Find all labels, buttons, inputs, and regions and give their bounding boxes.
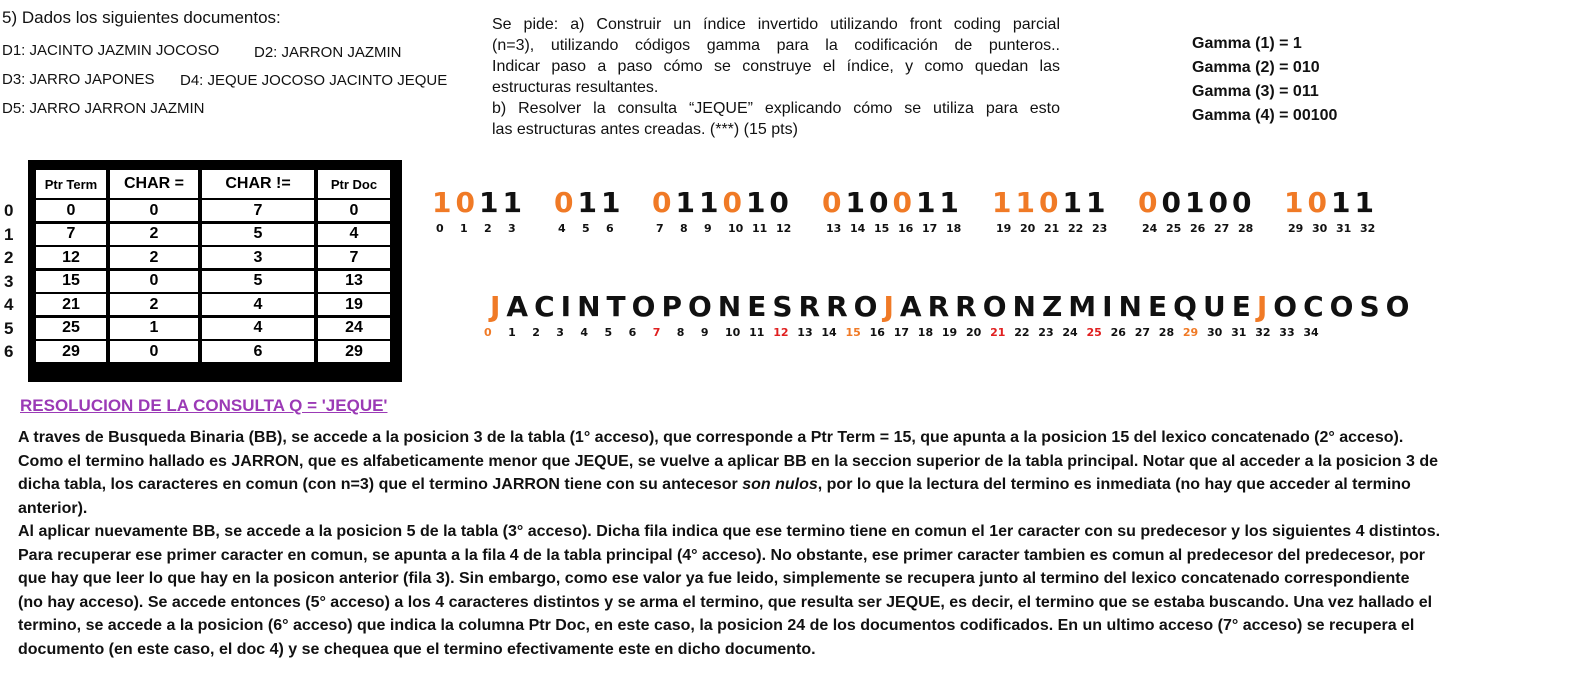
table-cell: 5 xyxy=(202,224,314,245)
resolution-line: termino, se accede a la posicion (6° acceso) que indica la columna Ptr Doc, en este caso, la posicion 24 de los documentos codificados. En un ultimo acceso (7° acceso) se recupera el xyxy=(18,617,1415,634)
lexicon-position-label: 30 xyxy=(1207,326,1223,339)
resolution-line: (no hay acceso). Se accede entonces (5° acceso) a los 4 caracteres distintos y se arma el termino, que resulta ser JEQUE, es decir, el termino que se estaba buscando. Una vez hallado el xyxy=(18,593,1433,611)
bit-position-label: 14 xyxy=(850,222,866,235)
question-line: Indicar paso a paso cómo se construye el índice, y como quedan las xyxy=(492,58,1060,75)
bit-position-label: 18 xyxy=(946,222,962,235)
lexicon-position-label: 2 xyxy=(532,326,540,339)
bit: 1 xyxy=(1015,186,1039,219)
lexicon-position-label: 31 xyxy=(1231,326,1247,339)
lexicon-position-label: 34 xyxy=(1303,326,1319,339)
table-cell: 2 xyxy=(110,294,198,315)
bit-position-label: 16 xyxy=(898,222,914,235)
lexicon-letter: I xyxy=(560,290,578,323)
bit-position-label: 2 xyxy=(484,222,492,235)
bit-position-label: 10 xyxy=(728,222,744,235)
lexicon-letter: C xyxy=(1303,290,1330,323)
table-cell: 12 xyxy=(36,247,106,268)
bit-position-label: 0 xyxy=(436,222,444,235)
lexicon-position-label: 25 xyxy=(1086,326,1102,339)
bit: 0 xyxy=(554,186,578,219)
lexicon-position-label: 28 xyxy=(1158,326,1175,339)
lexicon-letter: E xyxy=(747,290,773,323)
question-line: las estructuras antes creadas. (***) (15 pts) xyxy=(492,121,798,138)
bit-position-label: 4 xyxy=(558,222,566,235)
lexicon-position-label: 0 xyxy=(484,326,492,339)
bit: 0 xyxy=(1231,186,1256,219)
lexicon-position-label: 3 xyxy=(556,326,564,339)
lexicon-position-label: 6 xyxy=(628,326,637,339)
lexicon-position-label: 9 xyxy=(700,326,709,339)
bit: 1 xyxy=(992,186,1016,219)
question-statement xyxy=(492,14,1060,140)
document-d1: D1: JACINTO JAZMIN JOCOSO xyxy=(2,42,220,59)
row-index: 3 xyxy=(4,271,14,291)
lexicon-position-label: 17 xyxy=(893,326,909,339)
bit: 0 xyxy=(1208,186,1232,219)
bit: 1 xyxy=(915,186,940,219)
lexicon-letter: O xyxy=(853,290,884,323)
bit-group xyxy=(432,186,526,219)
lexicon-letter: E xyxy=(1231,290,1257,323)
bit-position-label: 17 xyxy=(922,222,938,235)
row-index: 6 xyxy=(4,342,14,361)
bit: 1 xyxy=(577,186,601,219)
bit-position-label: 19 xyxy=(996,222,1012,235)
lexicon-letter: M xyxy=(1068,290,1103,323)
bit: 1 xyxy=(1062,186,1086,219)
row-index: 5 xyxy=(4,318,14,338)
lexicon-position-label: 21 xyxy=(990,326,1006,339)
bit: 1 xyxy=(845,186,869,219)
resolution-text: , por lo que la lectura del termino es inmediata (no hay que acceder al termino xyxy=(817,476,1411,493)
document-d5: D5: JARRO JARRON JAZMIN xyxy=(2,100,205,117)
lexicon-letter: S xyxy=(772,290,799,323)
document-d4: D4: JEQUE JOCOSO JACINTO JEQUE xyxy=(180,72,448,89)
bit: 0 xyxy=(1138,186,1162,219)
lexicon-letter: N xyxy=(1012,290,1042,323)
resolution-text: dicha tabla, los caracteres en comun (con n=3) que el termino JARRON tiene con su antecesor xyxy=(18,476,743,493)
lexicon-position-label: 4 xyxy=(580,326,589,339)
bit-position-label: 22 xyxy=(1068,222,1084,235)
bit: 1 xyxy=(1085,186,1110,219)
lexicon-position-label: 24 xyxy=(1062,326,1078,339)
bit-position-label: 25 xyxy=(1166,222,1182,235)
bit-position-label: 5 xyxy=(582,222,590,235)
bit: 0 xyxy=(822,186,846,219)
table-cell: 4 xyxy=(202,318,314,339)
table-cell: 13 xyxy=(318,271,390,292)
resolution-line: que hay que leer lo que hay en la posicon anterior (fila 3). Sin embargo, como ese valor ya fue leido, simplemente se recupera junto al termino del lexico concatenado correspondiente xyxy=(18,570,1410,587)
lexicon-position-label: 12 xyxy=(773,326,789,339)
table-cell: 7 xyxy=(202,200,314,221)
bit: 1 xyxy=(939,186,963,219)
bit: 1 xyxy=(1284,186,1308,219)
lexicon-letter: A xyxy=(899,290,928,323)
gamma-code: Gamma (3) = 011 xyxy=(1192,83,1319,100)
row-index: 1 xyxy=(4,224,14,244)
lexicon-letter: J xyxy=(1256,290,1274,323)
bit-group xyxy=(822,186,963,219)
lexicon-position-label: 26 xyxy=(1110,326,1126,339)
bit-position-label: 29 xyxy=(1288,222,1304,235)
table-cell: 0 xyxy=(110,200,198,221)
bit-group xyxy=(1138,186,1255,219)
resolution-line xyxy=(18,473,1568,497)
table-header: CHAR != xyxy=(202,170,314,198)
table-cell: 4 xyxy=(318,224,390,245)
table-cell: 29 xyxy=(36,341,106,362)
bit-group xyxy=(554,186,624,219)
bit: 1 xyxy=(502,186,526,219)
table-cell: 5 xyxy=(202,271,314,292)
table-cell: 2 xyxy=(110,247,198,268)
gamma-codes-list xyxy=(1192,32,1337,128)
lexicon-letter: O xyxy=(982,290,1013,323)
bit-position-label: 26 xyxy=(1190,222,1206,235)
table-cell: 21 xyxy=(36,294,106,315)
lexicon-letter: O xyxy=(687,290,718,323)
table-cell: 1 xyxy=(110,318,198,339)
question-line: estructuras resultantes. xyxy=(492,79,659,96)
bit-position-label: 27 xyxy=(1214,222,1230,235)
lexicon-position-label: 7 xyxy=(652,326,661,339)
table-cell: 0 xyxy=(110,341,198,362)
lexicon-letter: Q xyxy=(1173,290,1203,323)
bit: 1 xyxy=(1354,186,1378,219)
bit: 0 xyxy=(769,186,793,219)
bit-position-label: 23 xyxy=(1092,222,1108,235)
table-cell: 7 xyxy=(36,224,106,245)
bit-group xyxy=(992,186,1109,219)
problem-title: 5) Dados los siguientes documentos: xyxy=(2,8,281,27)
bit-position-label: 7 xyxy=(656,222,664,235)
lexicon-letter: J xyxy=(490,290,507,323)
resolution-line: Como el termino hallado es JARRON, que es alfabeticamente menor que JEQUE, se vuelve a aplicar BB en la seccion superior de la tabla principal. Notar que al acceder a la posicion 3 de xyxy=(18,452,1439,470)
lexicon-letter: P xyxy=(661,290,688,323)
lexicon-position-label: 15 xyxy=(845,326,861,339)
bit-position-label: 30 xyxy=(1312,222,1328,235)
table-cell: 6 xyxy=(202,341,314,362)
table-cell: 24 xyxy=(318,318,390,339)
bit-position-label: 28 xyxy=(1238,222,1254,235)
bit-position-label: 11 xyxy=(752,222,768,235)
lexicon-position-label: 1 xyxy=(508,326,516,339)
resolution-title: RESOLUCION DE LA CONSULTA Q = 'JEQUE' xyxy=(20,396,388,415)
bit: 1 xyxy=(1330,186,1355,219)
bit-position-label: 9 xyxy=(704,222,712,235)
bit: 0 xyxy=(1307,186,1331,219)
concatenated-lexicon xyxy=(490,290,1415,323)
bit-position-label: 31 xyxy=(1336,222,1352,235)
bit: 0 xyxy=(1038,186,1063,219)
table-cell: 25 xyxy=(36,318,106,339)
bit: 1 xyxy=(432,186,456,219)
bit: 1 xyxy=(478,186,503,219)
bit-position-label: 20 xyxy=(1020,222,1036,235)
lexicon-position-label: 22 xyxy=(1014,326,1030,339)
gamma-code: Gamma (1) = 1 xyxy=(1192,35,1302,52)
table-cell: 4 xyxy=(202,294,314,315)
table-cell: 0 xyxy=(318,200,390,221)
lexicon-position-label: 18 xyxy=(917,326,934,339)
bit-position-label: 1 xyxy=(460,222,468,235)
lexicon-letter: R xyxy=(955,290,983,323)
lexicon-position-label: 5 xyxy=(604,326,613,339)
lexicon-letter: R xyxy=(826,290,854,323)
bit-position-label: 3 xyxy=(508,222,516,235)
lexicon-position-label: 16 xyxy=(869,326,885,339)
question-line: Se pide: a) Construir un índice invertido utilizando front coding parcial xyxy=(492,16,1060,33)
bit: 1 xyxy=(600,186,625,219)
main-index-table xyxy=(28,160,402,382)
document-d3: D3: JARRO JAPONES xyxy=(2,71,155,88)
row-index: 0 xyxy=(4,201,14,220)
bit: 1 xyxy=(745,186,770,219)
lexicon-position-label: 32 xyxy=(1255,326,1271,339)
lexicon-letter: U xyxy=(1202,290,1232,323)
lexicon-letter: R xyxy=(798,290,827,323)
table-cell: 3 xyxy=(202,247,314,268)
lexicon-letter: N xyxy=(717,290,748,323)
lexicon-letter: I xyxy=(1102,290,1119,323)
bit: 0 xyxy=(455,186,479,219)
lexicon-letter: J xyxy=(883,290,900,323)
bit-position-label: 15 xyxy=(874,222,890,235)
resolution-emphasis: son nulos xyxy=(742,476,818,493)
resolution-body xyxy=(18,426,1568,661)
lexicon-letter: S xyxy=(1359,290,1386,323)
bit-position-label: 24 xyxy=(1142,222,1158,235)
bit: 0 xyxy=(892,186,916,219)
lexicon-letter: O xyxy=(631,290,662,323)
bit: 0 xyxy=(1161,186,1185,219)
table-cell: 15 xyxy=(36,271,106,292)
lexicon-letter: O xyxy=(1385,290,1416,323)
bit-position-label: 8 xyxy=(680,222,688,235)
question-line: b) Resolver la consulta “JEQUE” explicando cómo se utiliza para esto xyxy=(492,100,1060,117)
lexicon-letter: A xyxy=(506,290,535,323)
bit-position-label: 6 xyxy=(606,222,614,235)
table-header: CHAR = xyxy=(110,170,198,198)
lexicon-letter: N xyxy=(577,290,607,323)
lexicon-position-label: 8 xyxy=(676,326,685,339)
lexicon-position-label: 23 xyxy=(1038,326,1054,339)
lexicon-letter: O xyxy=(1273,290,1304,323)
lexicon-position-label: 19 xyxy=(941,326,958,339)
bit-position-label: 21 xyxy=(1044,222,1060,235)
lexicon-letter: N xyxy=(1118,290,1148,323)
table-cell: 0 xyxy=(110,271,198,292)
resolution-line: Para recuperar ese primer caracter en comun, se apunta a la fila 4 de la tabla principal (4° acceso). No obstante, ese primer caracter tambien es comun al predecesor del predecesor, por xyxy=(18,546,1425,564)
table-cell: 19 xyxy=(318,294,390,315)
table-cell: 7 xyxy=(318,247,390,268)
lexicon-letter: E xyxy=(1147,290,1174,323)
bit-group xyxy=(652,186,793,219)
bit: 1 xyxy=(675,186,699,219)
resolution-line: documento (en este caso, el doc 4) y se chequea que el termino efectivamente este en dicho documento. xyxy=(18,640,816,658)
lexicon-position-label: 29 xyxy=(1182,326,1199,339)
bit-position-label: 12 xyxy=(776,222,792,235)
lexicon-position-label: 27 xyxy=(1134,326,1150,339)
lexicon-position-label: 11 xyxy=(749,326,765,339)
lexicon-position-label: 33 xyxy=(1279,326,1295,339)
document-d2: D2: JARRON JAZMIN xyxy=(254,44,402,61)
bit: 0 xyxy=(722,186,746,219)
table-cell: 0 xyxy=(36,200,106,221)
resolution-line: anterior). xyxy=(18,499,88,517)
table-header: Ptr Term xyxy=(36,170,106,198)
resolution-line: Al aplicar nuevamente BB, se accede a la posicion 5 de la tabla (3° acceso). Dicha fila indica que ese termino tiene en comun el 1er caracter con su predecesor y los siguientes 4 distintos. xyxy=(18,523,1441,540)
gamma-code: Gamma (4) = 00100 xyxy=(1192,107,1338,124)
lexicon-position-label: 13 xyxy=(797,326,813,339)
lexicon-position-label: 10 xyxy=(725,326,741,339)
lexicon-letter: O xyxy=(1329,290,1360,323)
gamma-code: Gamma (2) = 010 xyxy=(1192,59,1320,76)
bit: 1 xyxy=(698,186,723,219)
bit: 0 xyxy=(868,186,893,219)
lexicon-letter: Z xyxy=(1041,290,1069,323)
lexicon-letter: C xyxy=(534,290,561,323)
table-header: Ptr Doc xyxy=(318,170,390,198)
bit-position-label: 32 xyxy=(1360,222,1376,235)
resolution-line: A traves de Busqueda Binaria (BB), se accede a la posicion 3 de la tabla (1° acceso), que corresponde a Ptr Term = 15, que apunta a la posicion 15 del lexico concatenado (2° acceso). xyxy=(18,429,1404,446)
row-index: 4 xyxy=(4,295,14,314)
bit-position-label: 13 xyxy=(826,222,842,235)
bit-group xyxy=(1284,186,1378,219)
lexicon-letter: R xyxy=(927,290,956,323)
lexicon-position-label: 14 xyxy=(821,326,837,339)
bit: 1 xyxy=(1184,186,1209,219)
table-cell: 2 xyxy=(110,224,198,245)
question-line: (n=3), utilizando códigos gamma para la codificación de punteros.. xyxy=(492,37,1060,54)
bit: 0 xyxy=(652,186,676,219)
lexicon-position-label: 20 xyxy=(966,326,982,339)
row-index: 2 xyxy=(4,248,14,267)
lexicon-letter: T xyxy=(606,290,632,323)
table-cell: 29 xyxy=(318,341,390,362)
